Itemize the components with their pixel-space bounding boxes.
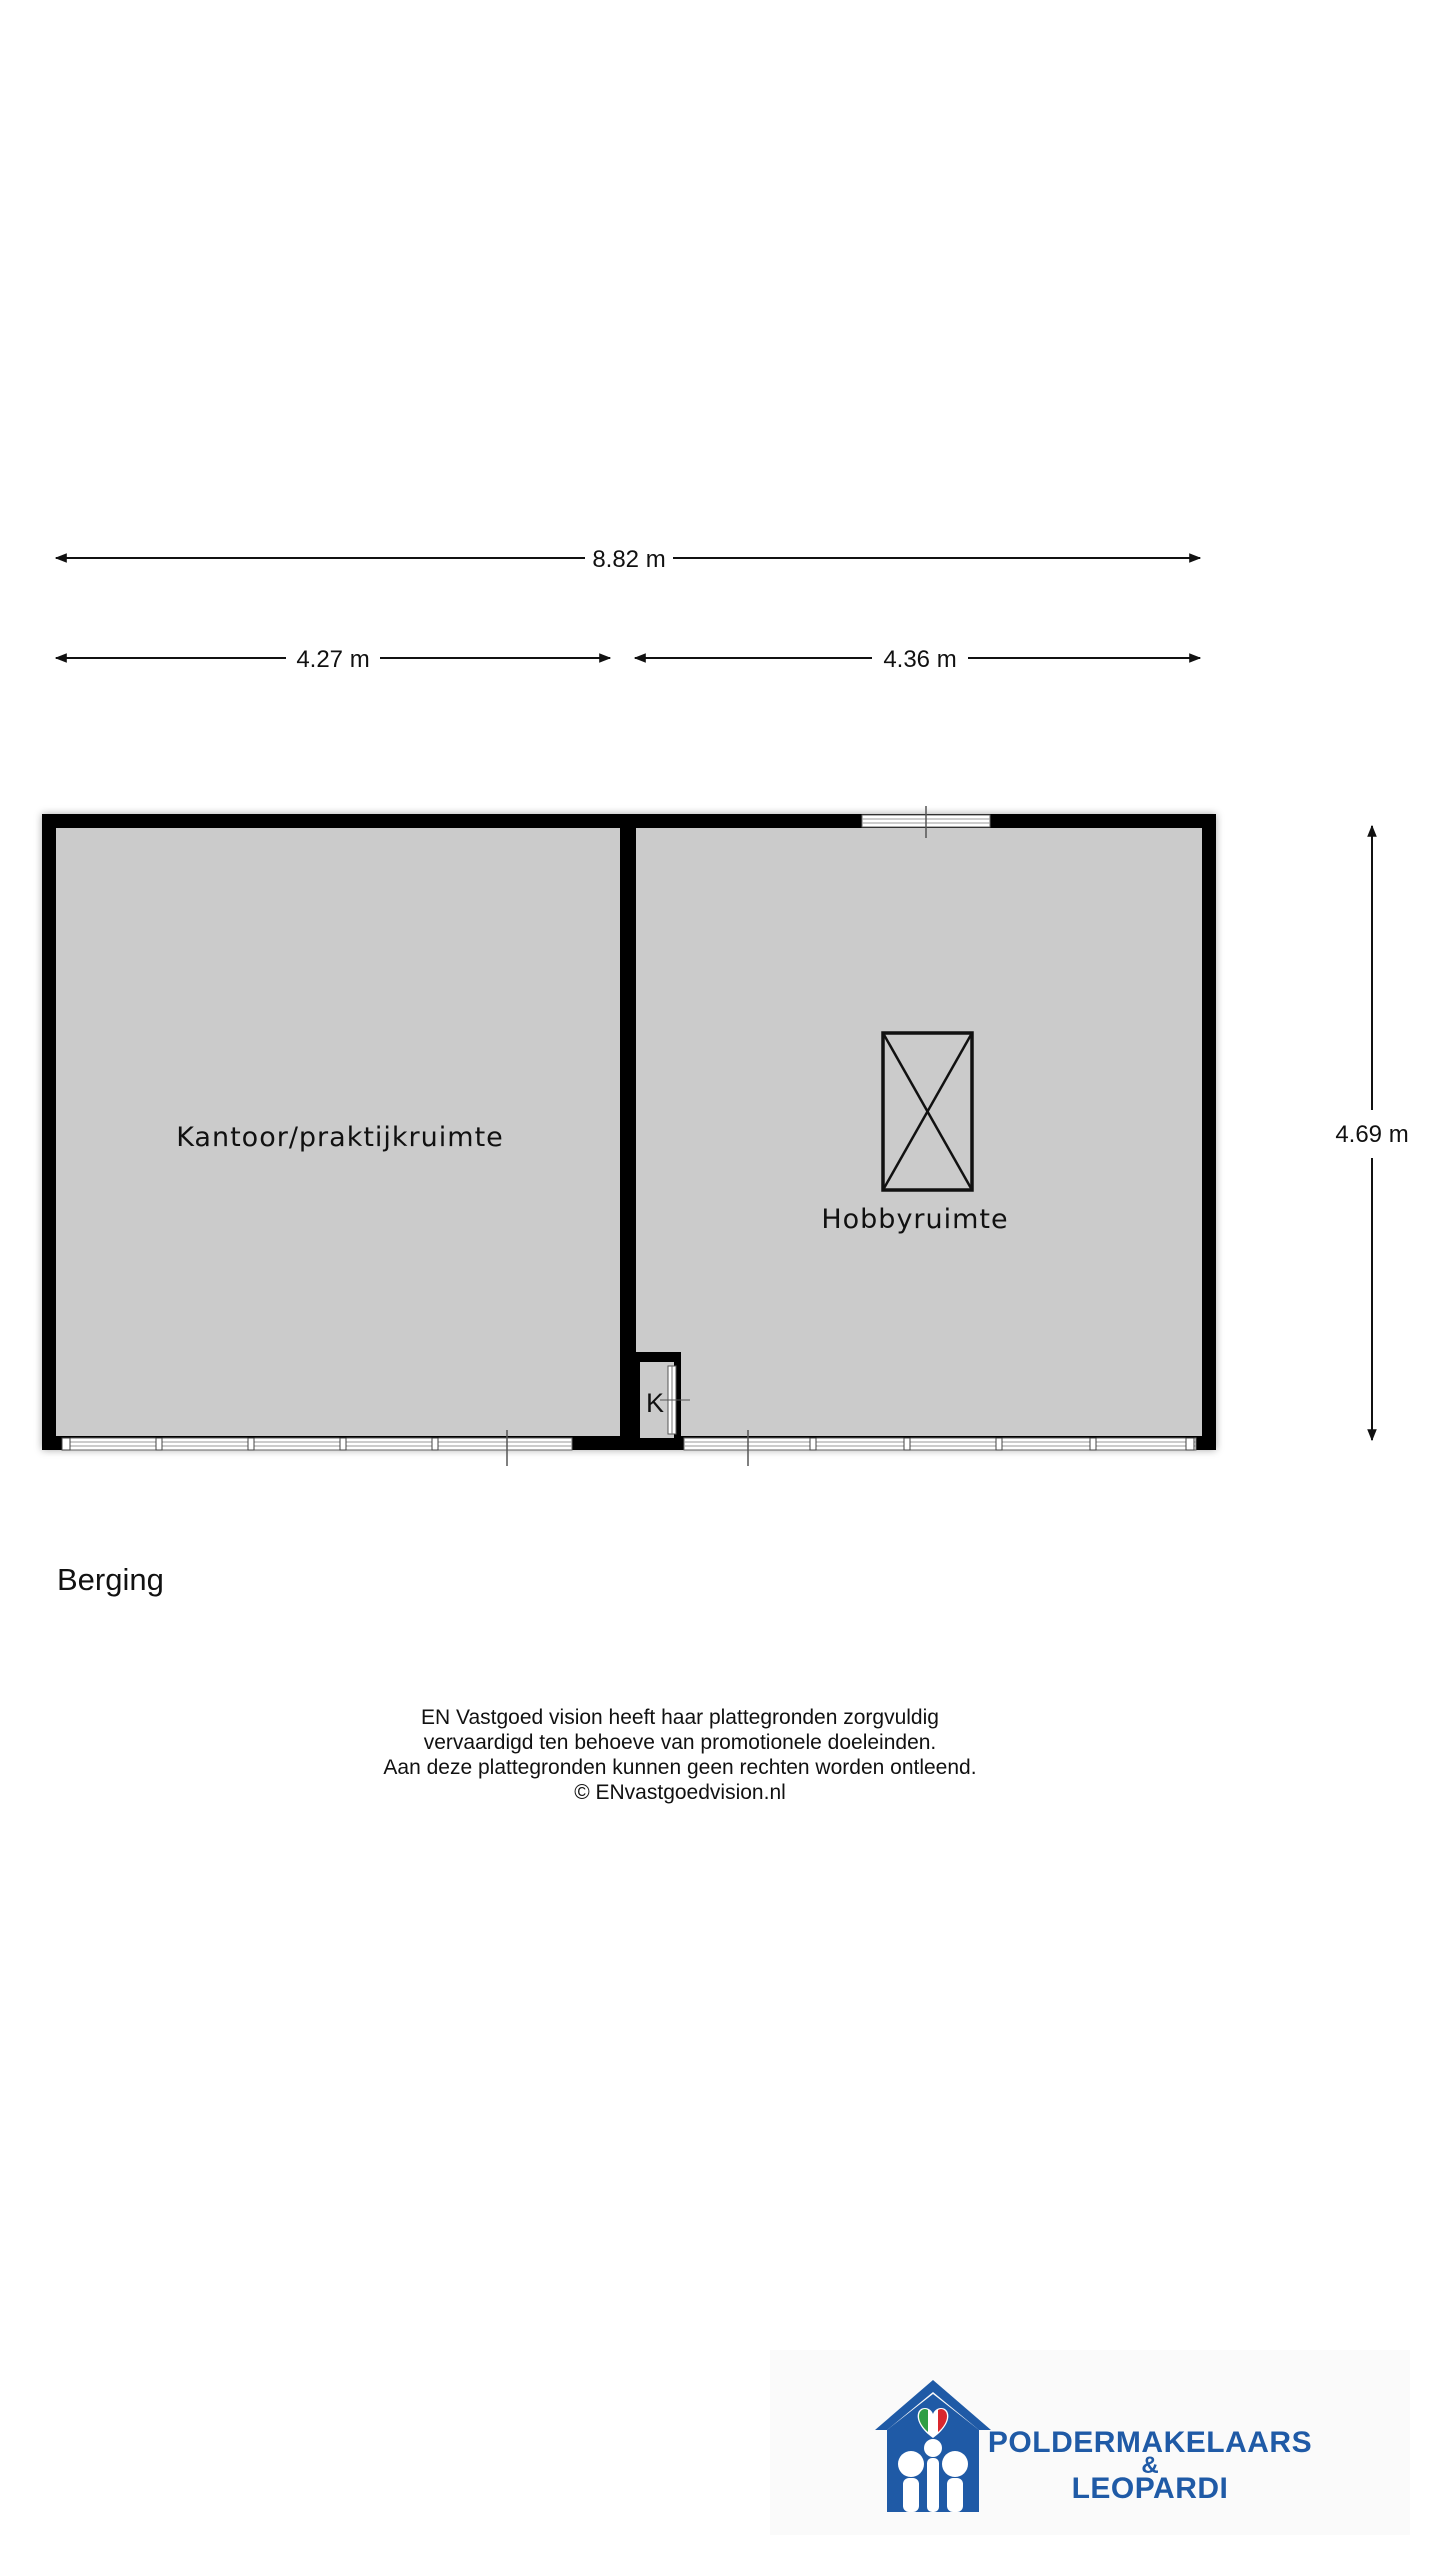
room-floor-right (636, 828, 1202, 1436)
disclaimer (280, 1705, 1080, 1805)
logo-line-1: POLDERMAKELAARS (987, 2426, 1313, 2459)
disclaimer-line-2: vervaardigd ten behoeve van promotionele doeleinden. (423, 1731, 937, 1754)
dimension-right-width-label: 4.36 m (883, 646, 957, 673)
dimension-height-label: 4.69 m (1335, 1121, 1409, 1148)
dimension-total-width-label: 8.82 m (592, 546, 666, 573)
closet-label: K (645, 1388, 665, 1418)
dimension-height (1335, 826, 1408, 1440)
dimension-total-width (56, 546, 1200, 573)
house-logo-icon (865, 2372, 1005, 2522)
dimension-left-width (56, 646, 610, 673)
room-label-left: Kantoor/praktijkruimte (176, 1122, 504, 1153)
disclaimer-line-1: EN Vastgoed vision heeft haar plattegronden zorgvuldig (421, 1706, 939, 1729)
dimension-right-width (635, 646, 1200, 673)
dimension-left-width-label: 4.27 m (296, 646, 370, 673)
logo-line-3: LEOPARDI (1071, 2472, 1229, 2505)
floor-name: Berging (57, 1562, 164, 1597)
company-logo (770, 2350, 1410, 2535)
disclaimer-line-4: © ENvastgoedvision.nl (574, 1781, 786, 1804)
disclaimer-line-3: Aan deze plattegronden kunnen geen rechten worden ontleend. (383, 1756, 977, 1779)
room-label-right: Hobbyruimte (821, 1204, 1009, 1235)
logo-text (985, 2426, 1315, 2505)
logo-line-2: & (1141, 2452, 1159, 2479)
